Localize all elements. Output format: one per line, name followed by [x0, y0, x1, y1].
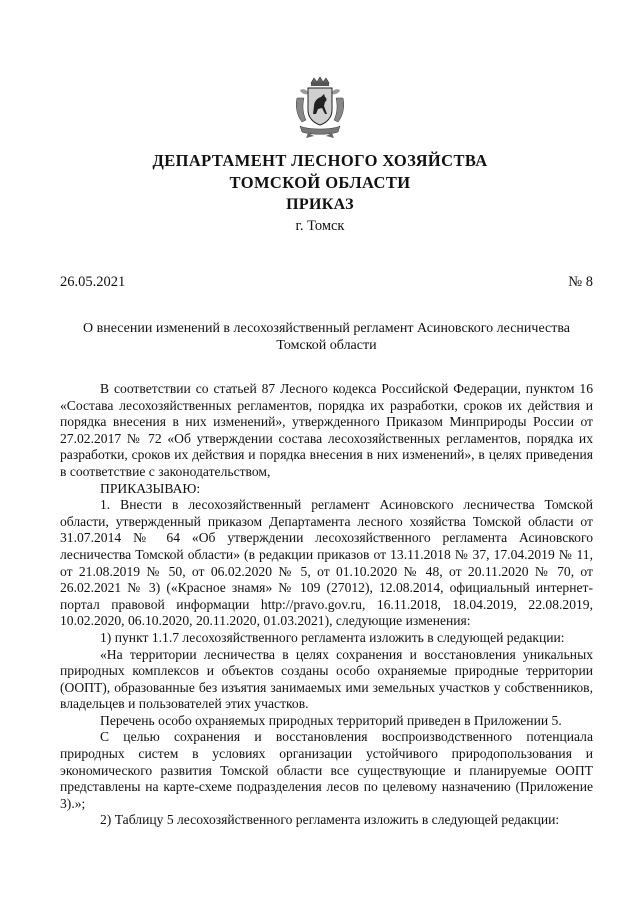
- order-subject: [60, 320, 593, 354]
- body-paragraph: С целью сохранения и восстановления воспроизводственного потенциала природных систем в условиях организации устойчивого природопользования и экономического развития Томской области все существующие и планируемые ООПТ представлены на карте-схеме подразделения лесов по целевому назначению (Приложение 3).»;: [60, 729, 593, 811]
- body-paragraph: 1. Внести в лесохозяйственный регламент Асиновского лесничества Томской области, утвержденный приказом Департамента лесного хозяйства Томской области от 31.07.2014 № 64 «Об утверждении лесохозяйственного регламента Асиновского лесничества Томской области» (в редакции приказов от 13.11.2018 № 37, 17.04.2019 № 11, от 21.08.2019 № 50, от 06.02.2020 № 5, от 01.10.2020 № 48, от 20.11.2020 № 70, от 26.02.2021 № 3) («Красное знамя» № 109 (27012), 12.08.2014, официальный интернет-портал правовой информации http://pravo.gov.ru, 16.11.2018, 18.04.2019, 22.08.2019, 10.02.2020, 06.10.2020, 20.11.2020, 01.03.2021), следующие изменения:: [60, 497, 593, 629]
- body-paragraph: Перечень особо охраняемых природных территорий приведен в Приложении 5.: [100, 712, 562, 728]
- tomsk-oblast-coat-of-arms-icon: [294, 76, 346, 140]
- order-directive: ПРИКАЗЫВАЮ:: [100, 480, 201, 496]
- department-title-line2: ТОМСКОЙ ОБЛАСТИ: [229, 173, 411, 192]
- city: г. Томск: [295, 218, 345, 234]
- body-paragraph: 2) Таблицу 5 лесохозяйственного регламента изложить в следующей редакции:: [100, 812, 560, 828]
- body-paragraph: 1) пункт 1.1.7 лесохозяйственного регламента изложить в следующей редакции:: [100, 629, 565, 645]
- document-type: ПРИКАЗ: [286, 196, 354, 213]
- order-subject-line2: Томской области: [276, 338, 377, 353]
- order-date: 26.05.2021: [60, 274, 126, 290]
- department-title-line1: ДЕПАРТАМЕНТ ЛЕСНОГО ХОЗЯЙСТВА: [152, 151, 488, 170]
- order-number: № 8: [568, 274, 593, 290]
- body-paragraph: В соответствии со статьей 87 Лесного кодекса Российской Федерации, пунктом 16 «Состава лесохозяйственных регламентов, порядка их разработки, сроков их действия и порядка внесения в них изменений», утвержденного Приказом Минприроды России от 27.02.2017 № 72 «Об утверждении состава лесохозяйственных регламентов, порядка их разработки, сроков их действия и порядка внесения в них изменений», в целях приведения в соответствие с законодательством,: [60, 381, 593, 479]
- body-paragraph: «На территории лесничества в целях сохранения и восстановления уникальных природных комплексов и объектов созданы особо охраняемые природные территории (ООПТ), образованные без изъятия занимаемых ими земельных участков у собственников, владельцев и пользователей этих участков.: [60, 646, 593, 712]
- order-subject-line1: О внесении изменений в лесохозяйственный регламент Асиновского лесничества: [83, 321, 570, 336]
- order-body: [60, 381, 593, 829]
